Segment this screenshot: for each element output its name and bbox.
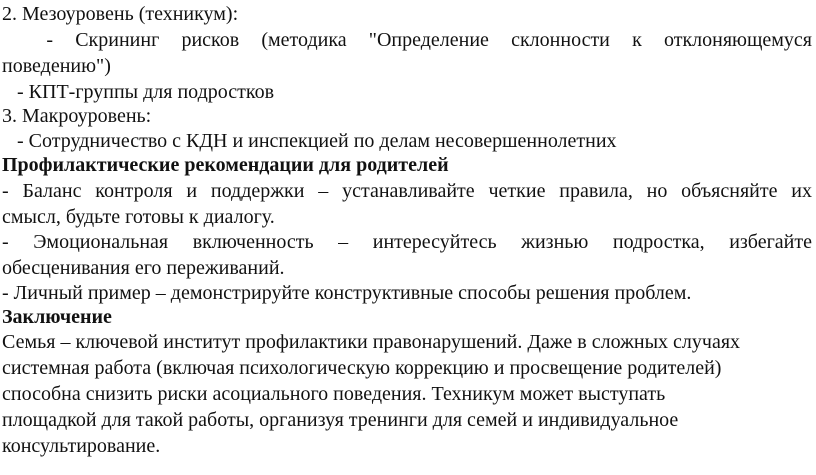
parents-heading: Профилактические рекомендации для родителей: [2, 154, 449, 176]
conclusion-line: консультирование.: [2, 435, 161, 457]
parents-item-balance-line1: - Баланс контроля и поддержки – устанавливайте четкие правила, но объясняйте их: [2, 180, 812, 202]
conclusion-line: способна снизить риски асоциального поведения. Техникум может выступать: [2, 383, 666, 405]
parents-item-example: - Личный пример – демонстрируйте конструктивные способы решения проблем.: [2, 282, 692, 304]
meso-item-screening-line1: - Скрининг рисков (методика "Определение склонности к отклоняющемуся: [2, 29, 812, 51]
conclusion-line: системная работа (включая психологическую коррекцию и просвещение родителей): [2, 357, 722, 379]
conclusion-heading: Заключение: [2, 306, 112, 328]
parents-item-balance-line2: смысл, будьте готовы к диалогу.: [2, 206, 275, 228]
macro-item-cooperation: - Сотрудничество с КДН и инспекцией по делам несовершеннолетних: [2, 130, 617, 152]
meso-heading: 2. Мезоуровень (техникум):: [2, 3, 239, 25]
meso-item-screening-line2: поведению"): [2, 55, 111, 77]
parents-item-emotional-line1: - Эмоциональная включенность – интересуйтесь жизнью подростка, избегайте: [2, 231, 812, 253]
meso-item-cbt: - КПТ-группы для подростков: [2, 81, 275, 103]
conclusion-line: Семья – ключевой институт профилактики правонарушений. Даже в сложных случаях: [2, 331, 741, 353]
macro-heading: 3. Макроуровень:: [2, 105, 152, 127]
conclusion-line: площадкой для такой работы, организуя тренинги для семей и индивидуальное: [2, 409, 679, 431]
parents-item-emotional-line2: обесценивания его переживаний.: [2, 257, 285, 279]
